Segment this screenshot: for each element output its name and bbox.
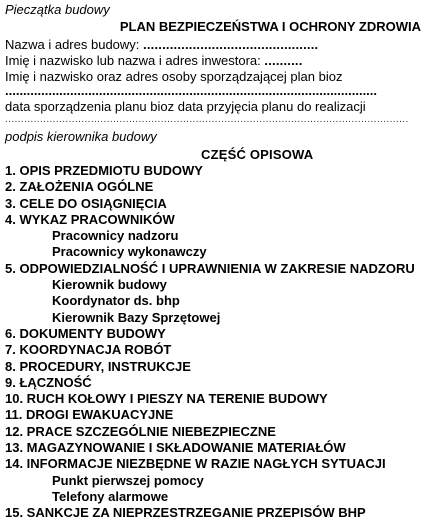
toc-item: 8. PROCEDURY, INSTRUKCJE (5, 358, 191, 374)
field-label: Nazwa i adres budowy: (5, 37, 144, 52)
field-dots: .............................................. (143, 37, 319, 52)
table-of-contents (5, 163, 423, 522)
toc-subitem: Kierownik Bazy Sprzętowej (52, 309, 221, 325)
toc-item: 10. RUCH KOŁOWY I PIESZY NA TERENIE BUDOWY (5, 391, 328, 407)
date-line: data sporządzenia planu bioz data przyjęcia planu do realizacji (5, 99, 366, 114)
toc-subitem: Pracownicy nadzoru (52, 228, 179, 244)
field-label: Imię i nazwisko lub nazwa i adres inwestora: (5, 53, 265, 68)
dotted-fill-line: ....................................................................................................... (5, 85, 378, 98)
toc-item: 1. OPIS PRZEDMIOTU BUDOWY (5, 163, 203, 178)
toc-subitem: Telefony alarmowe (52, 488, 169, 504)
toc-item: 14. INFORMACJE NIEZBĘDNE W RAZIE NAGŁYCH SYTUACJI (5, 456, 386, 472)
toc-item: 2. ZAŁOŻENIA OGÓLNE (5, 179, 154, 195)
toc-item: 15. SANKCJE ZA NIEPRZESTRZEGANIE PRZEPISÓW BHP (5, 505, 366, 521)
plan-title: PLAN BEZPIECZEŃSTWA I OCHRONY ZDROWIA (119, 19, 421, 34)
field-label: Imię i nazwisko oraz adres osoby sporządzającej plan bioz (5, 69, 343, 84)
toc-item: 6. DOKUMENTY BUDOWY (5, 325, 166, 341)
toc-item: 7. KOORDYNACJA ROBÓT (5, 342, 172, 358)
toc-subitem: Koordynator ds. bhp (52, 293, 180, 309)
field-plan-author (5, 69, 423, 85)
section-title: CZĘŚĆ OPISOWA (201, 147, 314, 162)
field-construction-name (5, 37, 423, 53)
toc-subitem: Pracownicy wykonawczy (52, 244, 207, 260)
toc-item: 4. WYKAZ PRACOWNIKÓW (5, 211, 175, 227)
toc-subitem: Kierownik budowy (52, 277, 167, 293)
toc-item: 11. DROGI EWAKUACYJNE (5, 407, 174, 423)
toc-item: 9. ŁĄCZNOŚĆ (5, 374, 92, 390)
stamp-label: Pieczątka budowy (5, 2, 110, 17)
signature-dotted-line: ............................................................................................................................... (5, 115, 409, 125)
toc-subitem: Punkt pierwszej pomocy (52, 472, 204, 488)
manager-signature-label: podpis kierownika budowy (5, 129, 157, 144)
toc-item: 12. PRACE SZCZEGÓLNIE NIEBEZPIECZNE (5, 423, 276, 439)
field-investor (5, 53, 423, 69)
field-dots: .......... (264, 53, 303, 68)
toc-item: 3. CELE DO OSIĄGNIĘCIA (5, 195, 167, 211)
toc-item: 13. MAGAZYNOWANIE I SKŁADOWANIE MATERIAŁÓW (5, 440, 346, 456)
toc-item: 5. ODPOWIEDZIALNOŚĆ I UPRAWNIENIA W ZAKRESIE NADZORU (5, 260, 415, 276)
document-page (5, 2, 423, 522)
